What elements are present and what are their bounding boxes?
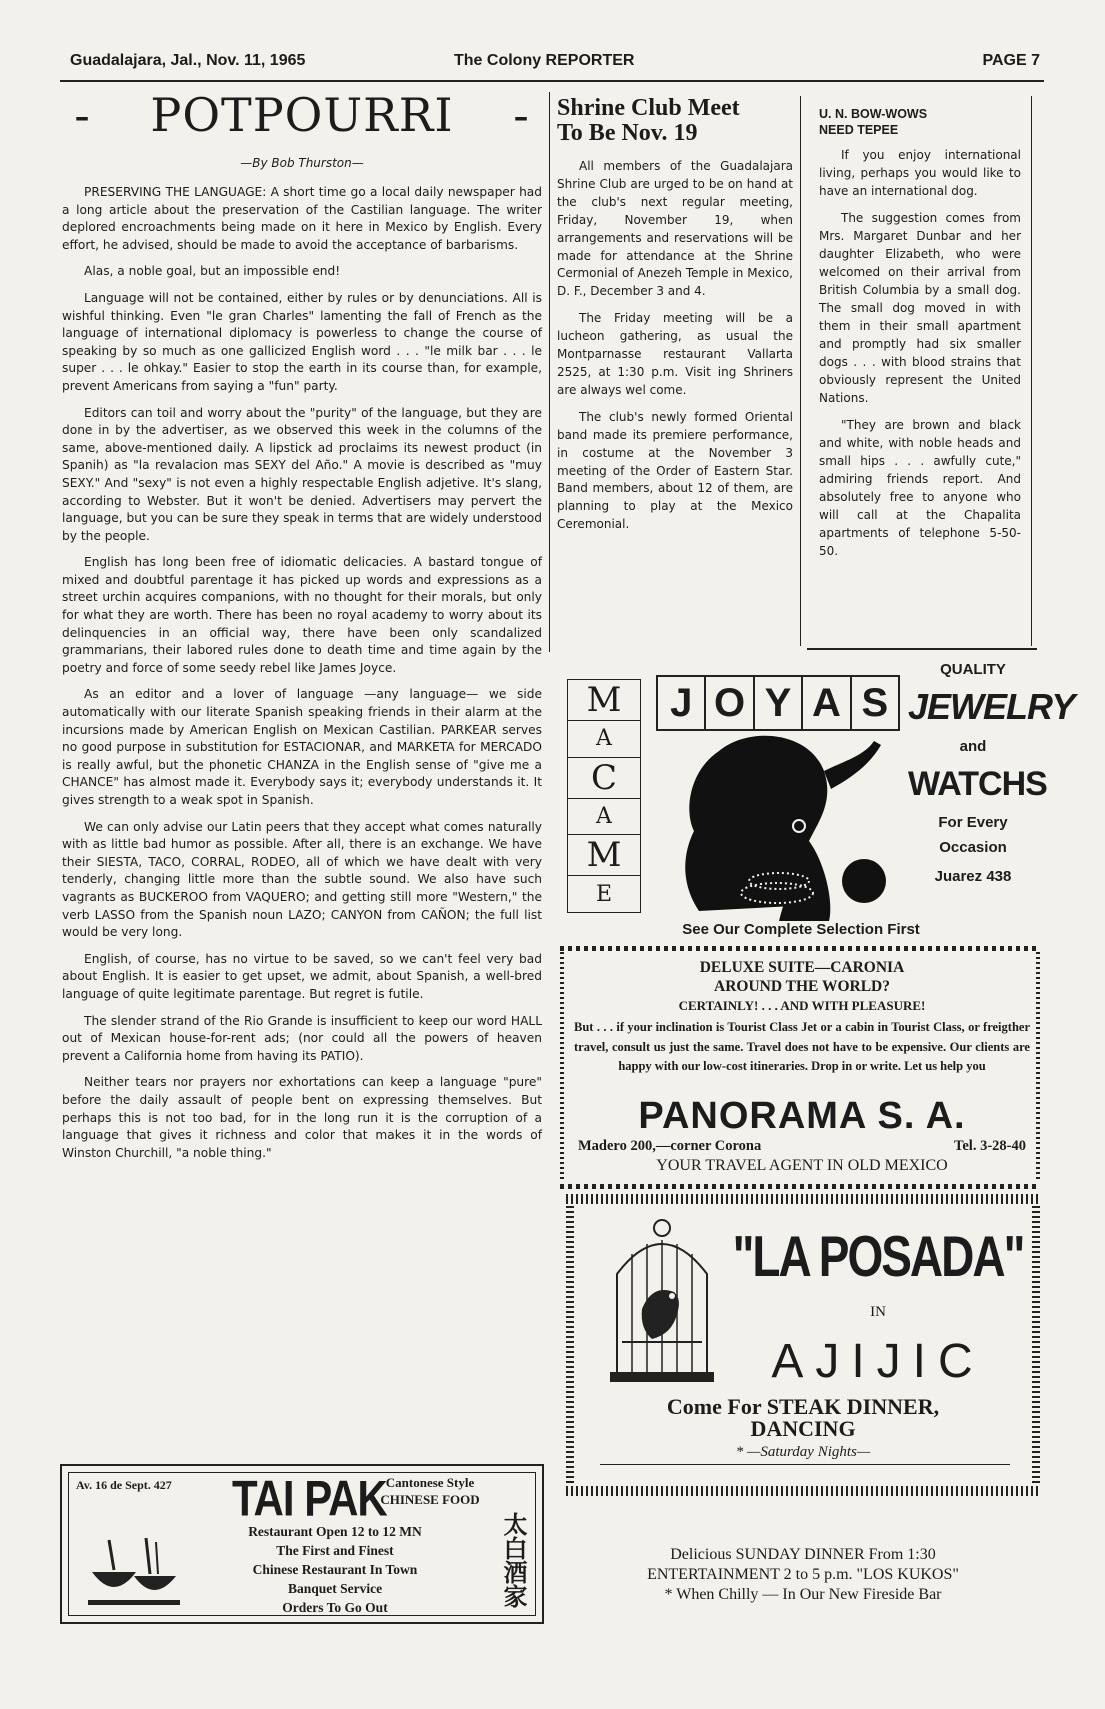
posada-top-border (566, 1194, 1040, 1204)
panorama-pleasure: AND WITH PLEASURE! (780, 998, 926, 1013)
birdcage-illustration (602, 1214, 722, 1386)
potpourri-body (62, 184, 542, 1162)
joyas-and: and (959, 738, 987, 755)
posada-line5: ENTERTAINMENT 2 to 5 p.m. "LOS KUKOS" (647, 1566, 959, 1583)
panorama-tel: Tel. 3-28-40 (954, 1137, 1026, 1154)
panorama-top-border (560, 946, 1040, 951)
paragraph: Editors can toil and worry about the "purity" of the language, but they are done in by the advertiser, as we observed this week in the columns of the same, above-mentioned daily. A lipstick ad proclaims its newest product (in Spanih) as "la revalacion mas SEXY del Año." A movie is described as "muy SEXY." And "sexy" is not even a highly respectable English adjetive. It's slang, according to Webster. But it won't be denied. Advertisers may pervert the language, but you can be sure they speak in terms that are widely understood by the people. (62, 405, 542, 543)
joyas-ad (563, 655, 1075, 938)
joyas-banner-letter: S (861, 680, 889, 725)
panorama-tagline: YOUR TRAVEL AGENT IN OLD MEXICO (656, 1156, 948, 1174)
panorama-line1: DELUXE SUITE—CARONIA (699, 959, 905, 976)
headline-title: POTPOURRI (150, 88, 454, 142)
paragraph: If you enjoy international living, perhaps you would like to have an international dog. (819, 148, 1021, 198)
paragraph: All members of the Guadalajara Shrine Club are urged to be on hand at the club's next regular meeting, Friday, November 19, when arrangements and reservations will be made for attendance at the Shrine Cermonial of Anezeh Temple in Mexico, D. F., December 3 and 4. (557, 159, 793, 299)
byline: —By Bob Thurston— (240, 156, 364, 170)
bowwows-headline (819, 106, 1021, 138)
bowwows-box (800, 96, 1032, 646)
paragraph: Alas, a noble goal, but an impossible end! (84, 264, 341, 279)
bowwows-headline-line1: U. N. BOW-WOWS (819, 107, 928, 121)
masthead (70, 52, 1040, 74)
paragraph: "They are brown and black and white, with noble heads and small hips . . . awfully cute," admiring friends report. And absolutely free to anyone who will call at the Chapalita apartments of telephone 5-50-50. (819, 418, 1021, 558)
joyas-jewelry: JEWELRY (908, 686, 1075, 727)
headline-dash-right: - (513, 88, 530, 142)
shrine-headline-line1: Shrine Club Meet (557, 95, 740, 121)
posada-line4: Delicious SUNDAY DINNER From 1:30 (670, 1546, 936, 1563)
macame-letter: M (568, 680, 640, 721)
column-rule (549, 92, 550, 652)
panorama-contact (574, 1138, 1030, 1155)
joyas-banner-letter: A (803, 677, 851, 729)
potpourri-headline (62, 88, 542, 142)
panorama-certainly: CERTAINLY! . . . (678, 998, 778, 1013)
joyas-quality: QUALITY (940, 661, 1006, 678)
paragraph: The Friday meeting will be a lucheon gathering, as usual the Montparnasse restaurant Vallarta 2525, at 1:30 p.m. Visit ing Shriners are always wel come. (557, 311, 793, 397)
taipak-chinese-chars: 太白酒家 (499, 1512, 528, 1608)
paragraph: The suggestion comes from Mrs. Margaret Dunbar and her daughter Elizabeth, who were welcomed on their arrival from British Columbia by a small dog. The small dog moved in with them in their small apartment and promptly had six smaller dogs . . . with blood strains that obviously represent the United Nations. (819, 211, 1021, 405)
paragraph: The slender strand of the Rio Grande is insufficient to keep our word HALL out of Mexican house-for-rent ads; (nor could all the powers of heaven prevent a California home from having its PATIO). (62, 1013, 542, 1063)
masthead-paper-name: The Colony REPORTER (454, 52, 635, 69)
panorama-name: PANORAMA S. A. (638, 1094, 966, 1137)
macame-letter: A (568, 799, 640, 836)
paragraph: English has long been free of idiomatic delicacies. A bastard tongue of mixed and doubtful parentage it has picked up words and expressions as a street urchin acquires companions, with no thought for their morals, but only for what they are worth. There has been no royal academy to worry about its delinquencies in an official way, there have been only scandalized grammarians, their labored rules done to death time and time again by the poetry and force of some seedy rebel like James Joyce. (62, 555, 542, 675)
taipak-line: Chinese Restaurant In Town (252, 1562, 418, 1577)
macame-letter: E (595, 881, 613, 907)
headline-dash-left: - (74, 88, 91, 142)
posada-sunday (580, 1545, 1026, 1605)
shrine-headline (557, 96, 793, 146)
paragraph: English, of course, has no virtue to be saved, so we can't feel very bad about English. It is easier to get upset, we admit, about Spanish, a well-bred language of quite legitimate parentage. But regret is futile. (62, 951, 542, 1001)
panorama-ad (574, 958, 1030, 1178)
panorama-right-border (1036, 952, 1040, 1182)
posada-left-border (566, 1206, 574, 1484)
joyas-for-every: For Every (938, 814, 1008, 831)
joyas-banner-letter: J (658, 677, 706, 729)
taipak-name: TAI PAK (232, 1470, 387, 1527)
posada-line6: * When Chilly — In Our New Fireside Bar (664, 1586, 942, 1603)
posada-line1: Come For STEAK DINNER, (666, 1394, 940, 1419)
joyas-text (908, 661, 1075, 885)
shrine-headline-line2: To Be Nov. 19 (557, 120, 698, 146)
taipak-line: Restaurant Open 12 to 12 MN (248, 1524, 422, 1539)
taipak-line: The First and Finest (276, 1543, 394, 1558)
posada-divider (600, 1464, 1010, 1465)
bowwows-body (819, 146, 1021, 560)
joyas-banner-letter: Y (755, 677, 803, 729)
taipak-address: Av. 16 de Sept. 427 (76, 1478, 172, 1492)
taipak-style (380, 1474, 480, 1508)
taipak-style1: Cantonese Style (385, 1475, 475, 1490)
panorama-line3 (574, 998, 1030, 1014)
masthead-rule (60, 80, 1044, 82)
potpourri-column (62, 88, 542, 1171)
food-bowls-illustration (84, 1532, 184, 1612)
paragraph: We can only advise our Latin peers that they accept what comes naturally with as little bad humor as possible. After all, there is an exchange. We have their SIESTA, TACO, CORRAL, RODEO, all of which we have dealt with very tenderly, changing little more than the subtle sound. We also have such vagrants as BUCKEROO from VAQUERO; and getting still more "Western," the verb LASSO from the Spanish noun LAZO; CANYON from CAÑON; the full list would be very long. (62, 819, 542, 940)
macame-letter: C (568, 758, 640, 799)
panorama-left-border (560, 952, 564, 1182)
posada-right-border (1032, 1206, 1040, 1484)
posada-in: IN (870, 1304, 886, 1320)
shrine-body (557, 158, 793, 534)
paragraph: As an editor and a lover of language —any language— we side automatically with our literate Spanish speaking friends in their alarm at the incursions made by American English on Mexican Castilian. PARKEAR serves no good purpose in substitution for ESTACIONAR, and MARKETA for MERCADO is really awful, but the phonetic CHANZA in the English sense of "give me a CHANCE" has almost made it. Everybody says it; everybody understands it. It gives strength to a weak spot in Spanish. (62, 687, 542, 807)
taipak-ad (60, 1464, 544, 1624)
taipak-line: Banquet Service (287, 1581, 383, 1596)
bowwows-headline-line2: NEED TEPEE (819, 123, 899, 137)
macame-letter: M (568, 835, 640, 876)
paragraph: The club's newly formed Oriental band made its premiere performance, in costume at the November 3 meeting of the Order of Eastern Star. Band members, about 12 of them, are planning to play at the Mexico Ceremonial. (557, 409, 793, 532)
paragraph: Neither tears nor prayers nor exhortations can keep a language "pure" before the daily assault of people bent on expressing themselves. But perhaps this is not too bad, for in the long run it is the corruption of a language that gives it richness and color that makes it in the words of Winston Churchill, "a noble thing." (62, 1075, 542, 1160)
joyas-occasion: Occasion (939, 839, 1007, 856)
joyas-address: Juarez 438 (934, 868, 1012, 885)
taipak-line: Orders To Go Out (282, 1600, 388, 1615)
woman-silhouette-illustration (659, 731, 899, 921)
bowwows-rule (807, 648, 1037, 650)
panorama-headline (574, 958, 1030, 996)
paragraph: PRESERVING THE LANGUAGE: A short time go a local daily newspaper had a long article about the preservation of the Castilian language. The writer deplored encroachments being made on it here in Mexico by English. Every effort, he advised, should be made to avoid the acceptance of barbarisms. (62, 185, 542, 252)
paragraph: Language will not be contained, either by rules or by denunciations. All is wishful thinking. Even "le gran Charles" lamenting the fall of French as the language of international diplomacy is powerless to change the course of speaking by so much as one gallicized English word . . . "le milk bar . . . le super . . . le ohkay." Easier to stop the earth in its course than, for example, prevent Americans from saying a "fun" party. (62, 290, 542, 393)
posada-line2: DANCING (750, 1416, 856, 1441)
posada-bottom-border (566, 1486, 1040, 1496)
posada-line3: * —Saturday Nights— (735, 1444, 871, 1460)
joyas-banner-letter: O (706, 677, 754, 729)
posada-town: AJIJIC (771, 1335, 985, 1388)
panorama-line2: AROUND THE WORLD? (714, 978, 890, 995)
shrine-article (557, 96, 793, 543)
joyas-footer: See Our Complete Selection First (682, 921, 920, 938)
joyas-banner (656, 675, 900, 731)
taipak-style2: CHINESE FOOD (380, 1492, 480, 1507)
masthead-page: PAGE 7 (982, 52, 1040, 69)
posada-title: "LA POSADA" (732, 1223, 1024, 1289)
masthead-date: Guadalajara, Jal., Nov. 11, 1965 (70, 52, 306, 69)
panorama-body: But . . . if your inclination is Tourist Class Jet or a cabin in Tourist Class, or freigther travel, consult us just the same. Travel does not have to be expensive. Our clients are happy with our low-cost itineraries. Drop in or write. Let us help you (574, 1020, 1030, 1073)
panorama-address: Madero 200,—corner Corona (578, 1137, 762, 1154)
posada-steak (580, 1396, 1026, 1440)
posada-ad (580, 1208, 1026, 1484)
joyas-watchs: WATCHS (908, 765, 1047, 803)
macame-letter: A (568, 721, 640, 758)
panorama-bottom-border (560, 1184, 1040, 1189)
taipak-lines (212, 1522, 458, 1617)
macame-column (567, 679, 641, 913)
